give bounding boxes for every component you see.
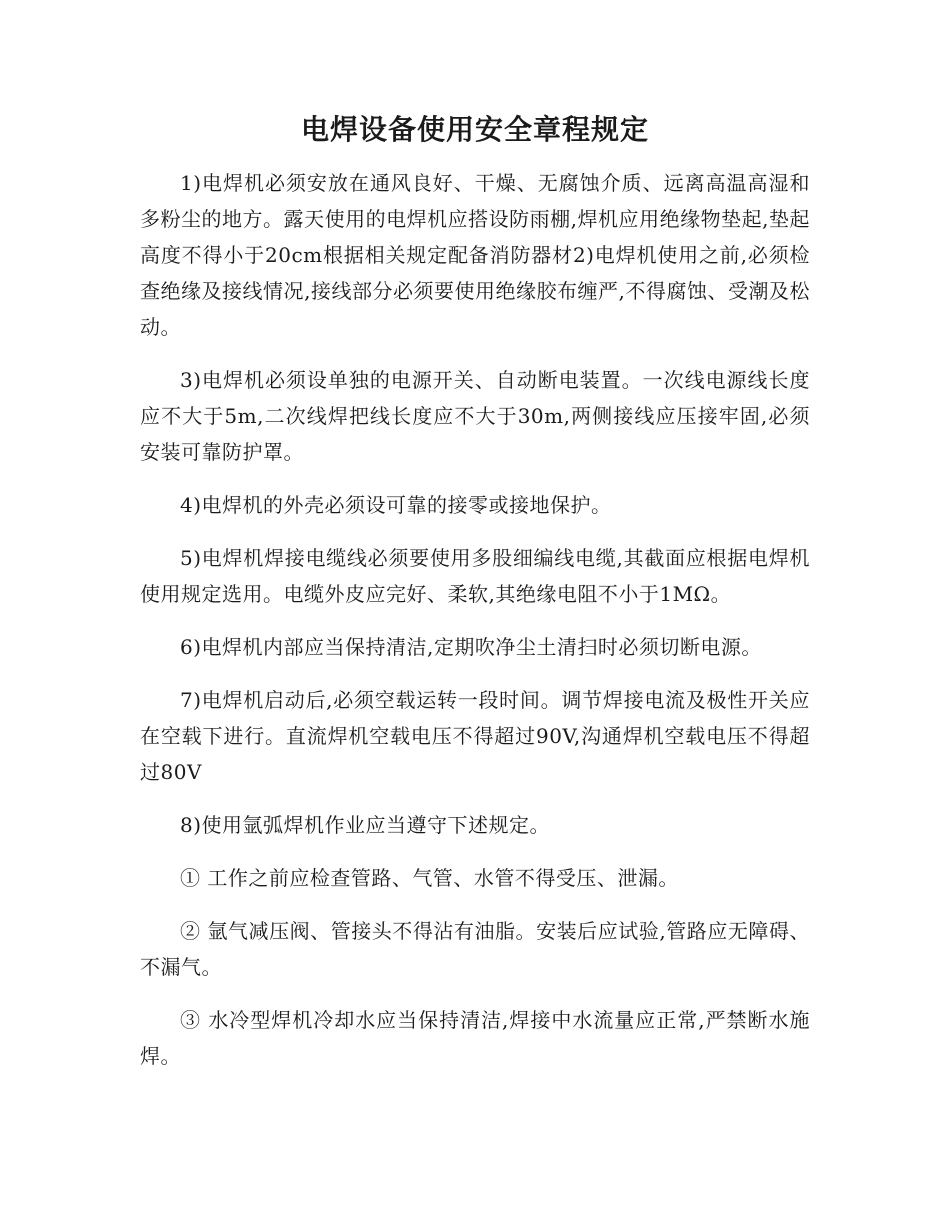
paragraph-6: 6)电焊机内部应当保持清洁,定期吹净尘土清扫时必须切断电源。 bbox=[180, 635, 762, 659]
argon-rule-2: ② 氩气减压阀、管接头不得沾有油脂。安装后应试验,管路应无障碍、不漏气。 bbox=[140, 919, 810, 979]
document-body bbox=[140, 165, 810, 1091]
paragraph-5: 5)电焊机焊接电缆线必须要使用多股细编线电缆,其截面应根据电焊机使用规定选用。电缆外皮应完好、柔软,其绝缘电阻不小于1MΩ。 bbox=[140, 546, 810, 606]
paragraph-3: 3)电焊机必须设单独的电源开关、自动断电装置。一次线电源线长度应不大于5m,二次线焊把线长度应不大于30m,两侧接线应压接牢固,必须安装可靠防护罩。 bbox=[140, 368, 810, 464]
paragraph-8: 8)使用氩弧焊机作业应当遵守下述规定。 bbox=[180, 813, 551, 837]
paragraph-1: 1)电焊机必须安放在通风良好、干燥、无腐蚀介质、远离高温高湿和多粉尘的地方。露天使用的电焊机应搭设防雨棚,焊机应用绝缘物垫起,垫起高度不得小于20cm根据相关规定配备消防器材2)电焊机使用之前,必须检查绝缘及接线情况,接线部分必须要使用绝缘胶布缠严,不得腐蚀、受潮及松动。 bbox=[140, 171, 810, 339]
document-title: 电焊设备使用安全章程规定 bbox=[300, 113, 649, 146]
paragraph-7: 7)电焊机启动后,必须空载运转一段时间。调节焊接电流及极性开关应在空载下进行。直流焊机空载电压不得超过90V,沟通焊机空载电压不得超过80V bbox=[140, 688, 810, 784]
argon-rule-1: ① 工作之前应检查管路、气管、水管不得受压、泄漏。 bbox=[180, 866, 679, 890]
paragraph-4: 4)电焊机的外壳必须设可靠的接零或接地保护。 bbox=[180, 493, 612, 517]
argon-rule-3: ③ 水冷型焊机冷却水应当保持清洁,焊接中水流量应正常,严禁断水施焊。 bbox=[140, 1008, 810, 1068]
